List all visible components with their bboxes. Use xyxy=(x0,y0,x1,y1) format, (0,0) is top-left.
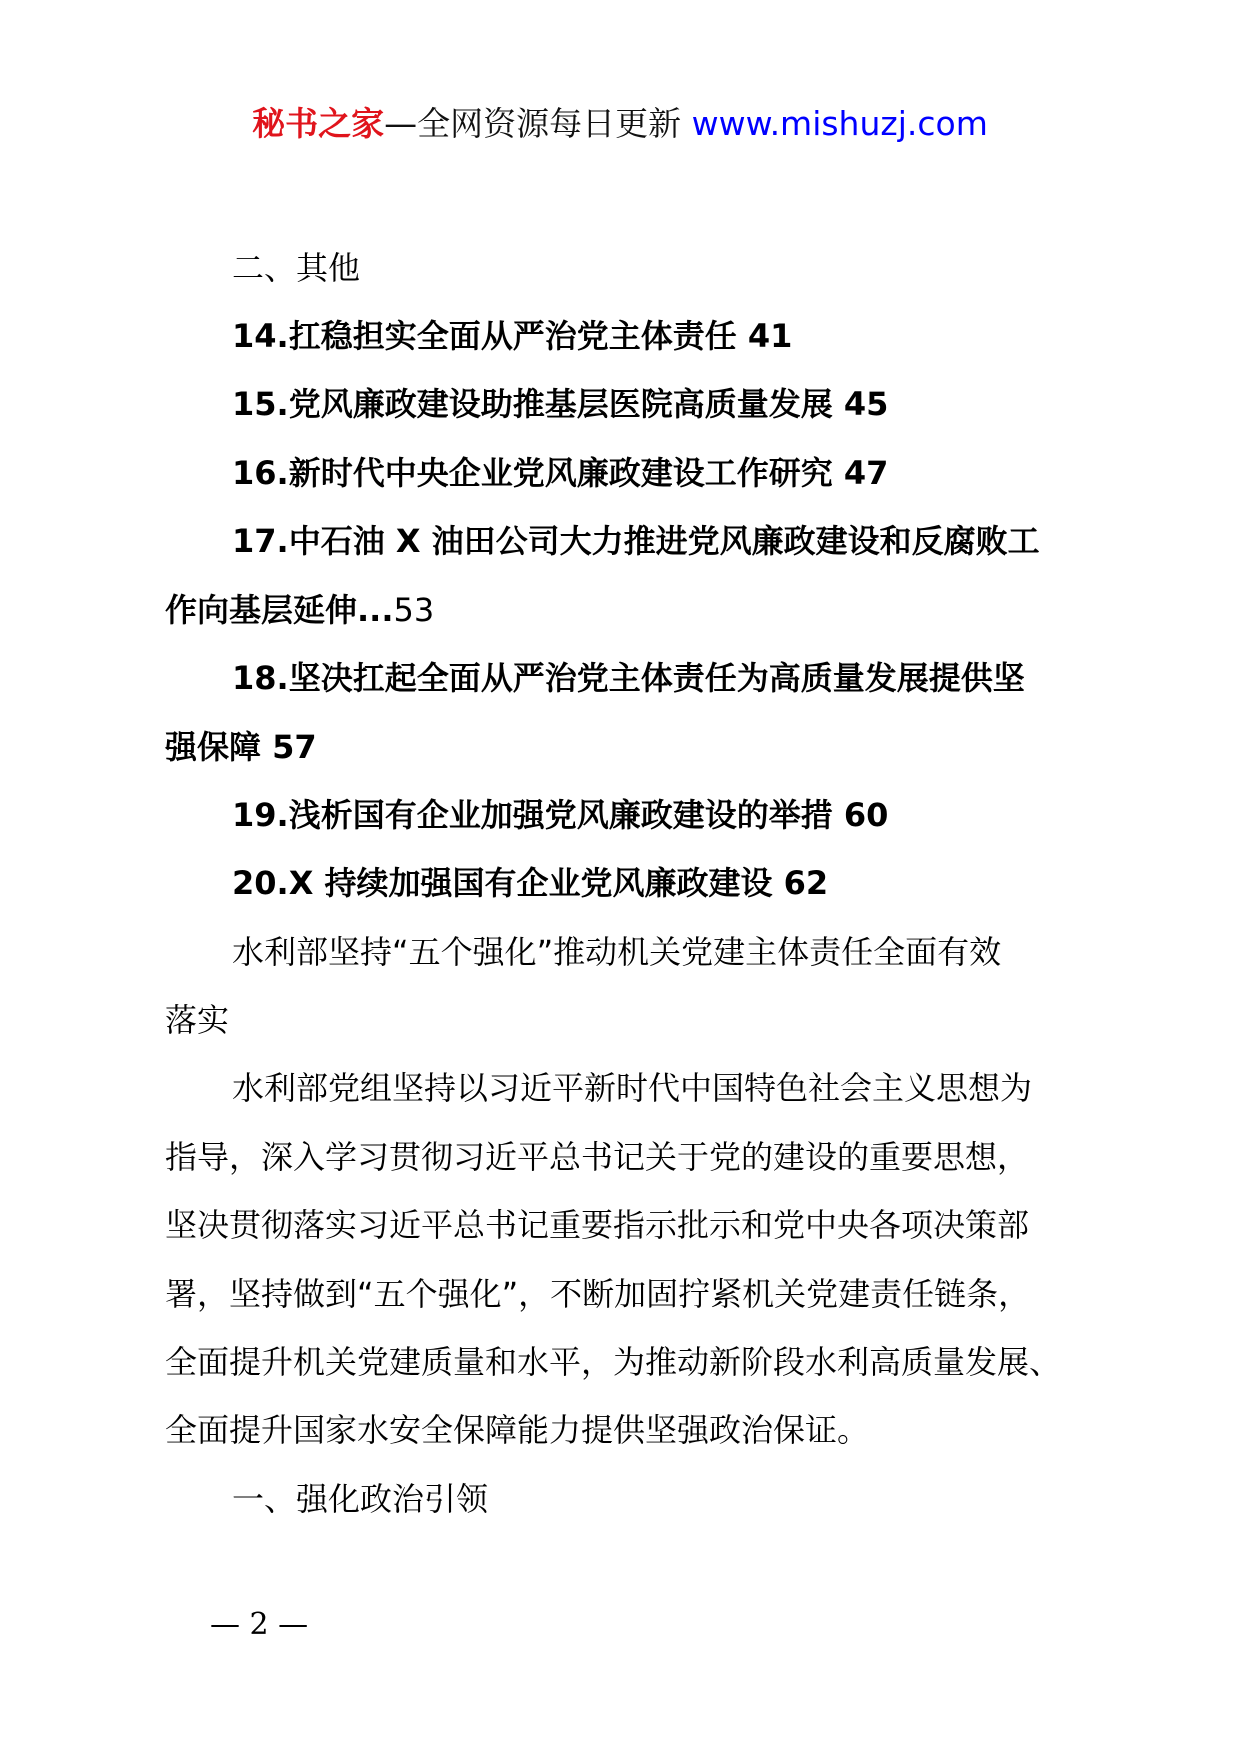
toc-item-19: 19.浅析国有企业加强党风廉政建设的举措 60 xyxy=(232,796,889,834)
toc-item-20: 20.X 持续加强国有企业党风廉政建设 62 xyxy=(232,864,829,902)
toc-item-17-line2 xyxy=(165,588,434,632)
paragraph-line: 署，坚持做到“五个强化”，不断加固拧紧机关党建责任链条， xyxy=(165,1275,1031,1313)
website-link[interactable]: www.mishuzj.com xyxy=(691,104,988,143)
paragraph-line: 坚决贯彻落实习近平总书记重要指示批示和党中央各项决策部 xyxy=(165,1206,1030,1244)
article-title-line2: 落实 xyxy=(165,1001,230,1039)
toc-item-15: 15.党风廉政建设助推基层医院高质量发展 45 xyxy=(232,385,889,423)
section-heading-other: 二、其他 xyxy=(232,249,361,287)
section-heading-1: 一、强化政治引领 xyxy=(232,1480,489,1518)
toc-item-18-line2: 强保障 57 xyxy=(165,728,317,766)
page-number: — 2 — xyxy=(210,1607,309,1642)
toc-item-17-page: 53 xyxy=(393,591,435,629)
toc-item-14: 14.扛稳担实全面从严治党主体责任 41 xyxy=(232,317,793,355)
toc-item-16: 16.新时代中央企业党风廉政建设工作研究 47 xyxy=(232,454,889,492)
toc-item-17-line1: 17.中石油 X 油田公司大力推进党风廉政建设和反腐败工 xyxy=(232,522,1040,560)
toc-item-18-line1: 18.坚决扛起全面从严治党主体责任为高质量发展提供坚 xyxy=(232,659,1025,697)
paragraph-line: 全面提升机关党建质量和水平，为推动新阶段水利高质量发展、 xyxy=(165,1343,1062,1381)
article-title-line1: 水利部坚持“五个强化”推动机关党建主体责任全面有效 xyxy=(232,933,1002,971)
brand-name: 秘书之家 xyxy=(252,104,385,143)
paragraph-line: 水利部党组坚持以习近平新时代中国特色社会主义思想为 xyxy=(232,1069,1033,1107)
page-header xyxy=(0,100,1240,148)
toc-item-17-text: 作向基层延伸... xyxy=(165,591,394,629)
paragraph-line: 全面提升国家水安全保障能力提供坚强政治保证。 xyxy=(165,1411,870,1449)
header-tagline: —全网资源每日更新 xyxy=(384,104,682,143)
paragraph-line: 指导，深入学习贯彻习近平总书记关于党的建设的重要思想， xyxy=(165,1138,1030,1176)
